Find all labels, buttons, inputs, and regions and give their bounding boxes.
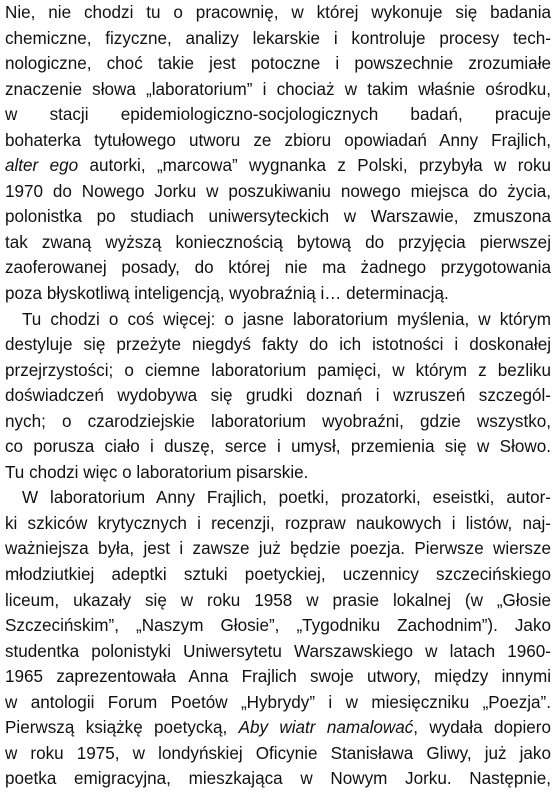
text-line bbox=[5, 613, 551, 639]
text-line bbox=[5, 383, 551, 409]
text-run: w antologii Forum Poetów „Hybrydy” i w miesięczniku „Poezja”. bbox=[5, 692, 551, 712]
text-run: ważniejsza była, jest i zawsze już będzie poezja. Pierwsze wiersze bbox=[5, 539, 551, 559]
text-run: doświadczeń wydobywa się grudki doznań i wzruszeń szczegól- bbox=[5, 386, 551, 406]
text-line bbox=[5, 102, 551, 128]
text-line bbox=[5, 26, 551, 52]
text-line bbox=[5, 307, 551, 333]
paragraph bbox=[5, 485, 551, 792]
text-run: W laboratorium Anny Frajlich, poetki, prozatorki, eseistki, autor- bbox=[22, 488, 551, 508]
text-line bbox=[5, 766, 551, 792]
text-run: chemiczne, fizyczne, analizy lekarskie i kontroluje procesy tech- bbox=[5, 28, 551, 48]
text-line bbox=[5, 128, 551, 154]
text-run: Tu chodzi więc o laboratorium pisarskie. bbox=[5, 462, 309, 482]
text-run: studentka polonistyki Uniwersytetu Warszawskiego w latach 1960- bbox=[5, 641, 551, 661]
text-line bbox=[5, 77, 551, 103]
text-run: , wydała dopiero bbox=[413, 718, 551, 738]
text-line bbox=[5, 358, 551, 384]
text-line bbox=[5, 690, 551, 716]
text-line bbox=[5, 715, 551, 741]
text-line bbox=[5, 639, 551, 665]
text-line bbox=[5, 460, 551, 486]
text-run: poetka emigracyjna, mieszkająca w Nowym Jorku. Następnie, bbox=[5, 769, 551, 789]
text-line bbox=[5, 664, 551, 690]
text-line bbox=[5, 588, 551, 614]
paragraph bbox=[5, 307, 551, 486]
text-line bbox=[5, 511, 551, 537]
text-run: zaoferowanej posady, do której nie ma żadnego przygotowania bbox=[5, 258, 551, 278]
text-run: Tu chodzi o coś więcej: o jasne laboratorium myślenia, w którym bbox=[22, 309, 551, 329]
text-run: tak zwaną wyższą koniecznością bytową do przyjęcia pierwszej bbox=[5, 232, 551, 252]
italic-text-run: alter ego bbox=[5, 156, 79, 176]
text-line bbox=[5, 204, 551, 230]
text-run: Pierwszą książkę poetycką, bbox=[5, 718, 239, 738]
text-line bbox=[5, 741, 551, 767]
paragraph bbox=[5, 0, 551, 307]
text-run: co porusza ciało i duszę, serce i umysł, przemienia się w Słowo. bbox=[5, 437, 551, 457]
text-run: bohaterka tytułowego utworu ze zbioru opowiadań Anny Frajlich, bbox=[5, 130, 551, 150]
text-run: 1970 do Nowego Jorku w poszukiwaniu nowego miejsca do życia, bbox=[5, 181, 551, 201]
text-line bbox=[5, 434, 551, 460]
text-run: w stacji epidemiologiczno-socjologicznych badań, pracuje bbox=[5, 105, 551, 125]
italic-text-run: Aby wiatr namalować bbox=[238, 718, 414, 738]
text-line bbox=[5, 255, 551, 281]
text-run: przejrzystości; o ciemne laboratorium pamięci, w którym z bezliku bbox=[5, 360, 551, 380]
text-line bbox=[5, 409, 551, 435]
text-run: Nie, nie chodzi tu o pracownię, w której wykonuje się badania bbox=[5, 3, 551, 22]
text-run: nologiczne, choć takie jest potoczne i powszechnie zrozumiałe bbox=[5, 54, 551, 74]
text-line bbox=[5, 562, 551, 588]
text-line bbox=[5, 536, 551, 562]
text-run: polonistka po studiach uniwersyteckich w Warszawie, zmuszona bbox=[5, 207, 551, 227]
text-run: Szczecińskim”, „Naszym Głosie”, „Tygodniku Zachodnim”). Jako bbox=[5, 616, 551, 636]
text-line bbox=[5, 0, 551, 26]
text-line bbox=[5, 51, 551, 77]
text-run: znaczenie słowa „laboratorium” i chociaż w takim właśnie ośrodku, bbox=[5, 79, 551, 99]
text-run: w roku 1975, w londyńskiej Oficynie Stanisława Gliwy, już jako bbox=[5, 743, 551, 763]
text-run: nych; o czarodziejskie laboratorium wyobraźni, gdzie wszystko, bbox=[5, 411, 551, 431]
text-line bbox=[5, 485, 551, 511]
text-line bbox=[5, 153, 551, 179]
text-run: liceum, ukazały się w roku 1958 w prasie lokalnej (w „Głosie bbox=[5, 590, 551, 610]
text-run: ki szkiców krytycznych i recenzji, rozpraw naukowych i listów, naj- bbox=[5, 513, 551, 533]
text-run: 1965 zaprezentowała Anna Frajlich swoje utwory, między innymi bbox=[5, 667, 551, 687]
text-run: młodziutkiej adeptki sztuki poetyckiej, uczennicy szczecińskiego bbox=[5, 565, 551, 585]
text-run: destyluje się przeżyte niegdyś fakty do ich istotności i doskonałej bbox=[5, 335, 551, 355]
text-line bbox=[5, 179, 551, 205]
text-line bbox=[5, 230, 551, 256]
text-run: autorki, „marcowa” wygnanka z Polski, przybyła w roku bbox=[78, 156, 552, 176]
text-line bbox=[5, 281, 551, 307]
text-line bbox=[5, 332, 551, 358]
text-run: poza błyskotliwą inteligencją, wyobraźnią i… determinacją. bbox=[5, 284, 449, 304]
